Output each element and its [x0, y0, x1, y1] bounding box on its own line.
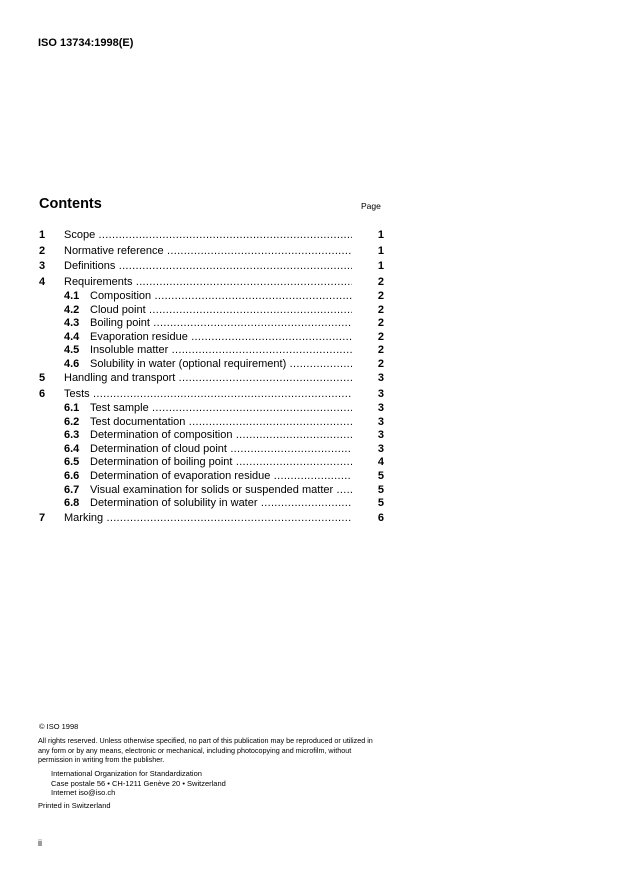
toc-entry-page: 2	[377, 290, 384, 302]
toc-entry-number: 2	[39, 244, 46, 257]
toc-entry-page: 2	[377, 330, 384, 343]
toc-entry	[39, 290, 384, 304]
toc-entry-title: Handling and transport .....	[64, 371, 352, 387]
toc-entry	[39, 244, 384, 260]
org-internet: Internet iso@iso.ch	[51, 788, 116, 797]
toc-entry	[39, 511, 384, 527]
toc-entry-title: Boiling point .....	[90, 317, 352, 331]
toc-entry-page: 5	[377, 483, 384, 496]
toc-entry-page: 2	[377, 303, 384, 316]
document-id: ISO 13734:1998(E)	[38, 37, 134, 49]
toc-entry-page: 5	[377, 497, 384, 510]
toc-entry	[39, 470, 384, 484]
toc-entry-title: Determination of composition .....	[90, 429, 352, 443]
toc-entry	[39, 484, 384, 498]
org-name: International Organization for Standardization	[51, 769, 202, 778]
printed-location: Printed in Switzerland	[38, 801, 111, 810]
toc-entry-title: Visual examination for solids or suspended matter .....	[90, 484, 352, 498]
toc-entry-page: 4	[377, 456, 384, 469]
rights-statement: All rights reserved. Unless otherwise specified, no part of this publication may be reproduced or utilized in any form or by any means, electronic or mechanical, including photocopying and microfilm, without permission in writing from the publisher.	[38, 736, 373, 764]
toc-entry	[39, 429, 384, 443]
toc-entry	[39, 275, 384, 291]
table-of-contents	[39, 228, 384, 526]
toc-entry	[39, 387, 384, 403]
toc-entry-page: 3	[377, 372, 384, 385]
toc-entry	[39, 304, 384, 318]
toc-entry-page: 1	[377, 229, 384, 241]
toc-entry-title: Determination of solubility in water .....	[90, 497, 352, 511]
toc-entry-page: 2	[377, 344, 384, 357]
toc-entry	[39, 228, 384, 244]
toc-entry-page: 2	[377, 317, 384, 330]
toc-entry-title: Determination of cloud point .....	[90, 443, 352, 457]
toc-entry-number: 5	[39, 372, 46, 385]
toc-entry-title: Test documentation .....	[90, 416, 352, 430]
toc-entry-number: 4.1	[64, 290, 80, 302]
toc-entry-title: Scope .....	[64, 228, 352, 244]
toc-entry-number: 4.3	[64, 317, 80, 330]
toc-entry-page: 1	[377, 244, 384, 257]
toc-entry-title: Normative reference .....	[64, 244, 352, 260]
toc-entry-number: 6	[39, 387, 46, 400]
toc-entry-page: 2	[377, 357, 384, 370]
toc-entry-title: Definitions .....	[64, 259, 352, 275]
toc-entry-number: 7	[39, 511, 46, 524]
toc-entry	[39, 497, 384, 511]
toc-entry-title: Determination of boiling point .....	[90, 456, 352, 470]
toc-entry-number: 4	[39, 275, 46, 288]
toc-entry-number: 1	[39, 229, 46, 241]
toc-entry-number: 6.8	[64, 497, 80, 510]
toc-entry-page: 3	[377, 387, 384, 400]
toc-entry-title: Evaporation residue .....	[90, 331, 352, 345]
toc-entry	[39, 371, 384, 387]
toc-entry-number: 4.6	[64, 357, 80, 370]
toc-entry-title: Solubility in water (optional requirement) .....	[90, 358, 352, 372]
toc-entry-number: 6.5	[64, 456, 80, 469]
toc-entry-title: Composition .....	[90, 290, 352, 304]
toc-entry	[39, 317, 384, 331]
toc-entry-page: 3	[377, 415, 384, 428]
toc-entry	[39, 259, 384, 275]
toc-entry-number: 6.6	[64, 470, 80, 483]
toc-entry-number: 6.3	[64, 429, 80, 442]
toc-entry	[39, 443, 384, 457]
toc-entry	[39, 416, 384, 430]
toc-entry	[39, 456, 384, 470]
toc-entry-number: 3	[39, 260, 46, 272]
contents-heading: Contents	[39, 196, 102, 212]
page-column-label: Page	[361, 201, 381, 211]
organization-address	[51, 769, 226, 798]
toc-entry	[39, 344, 384, 358]
toc-entry-title: Insoluble matter .....	[90, 344, 352, 358]
page-number: ii	[38, 838, 42, 848]
toc-entry-page: 3	[377, 402, 384, 415]
toc-entry-title: Test sample .....	[90, 402, 352, 416]
toc-entry-page: 5	[377, 470, 384, 483]
toc-entry-title: Determination of evaporation residue .....	[90, 470, 352, 484]
org-address: Case postale 56 • CH-1211 Genève 20 • Switzerland	[51, 778, 226, 788]
toc-entry-number: 4.5	[64, 344, 80, 357]
toc-entry-number: 6.7	[64, 483, 80, 496]
toc-entry-page: 1	[377, 260, 384, 272]
toc-entry-page: 3	[377, 429, 384, 442]
toc-entry-number: 6.1	[64, 402, 80, 415]
toc-entry-number: 4.2	[64, 303, 80, 316]
toc-entry-number: 6.2	[64, 415, 80, 428]
toc-entry-page: 6	[377, 511, 384, 524]
toc-entry-number: 4.4	[64, 330, 80, 343]
toc-entry	[39, 358, 384, 372]
toc-entry-number: 6.4	[64, 442, 80, 455]
toc-entry-title: Tests .....	[64, 387, 352, 403]
toc-entry	[39, 331, 384, 345]
toc-entry-title: Cloud point .....	[90, 304, 352, 318]
toc-entry-title: Marking .....	[64, 511, 352, 527]
toc-entry-page: 3	[377, 442, 384, 455]
toc-entry-title: Requirements .....	[64, 275, 352, 291]
copyright-notice: © ISO 1998	[39, 722, 79, 731]
toc-entry-page: 2	[377, 275, 384, 288]
toc-entry	[39, 402, 384, 416]
